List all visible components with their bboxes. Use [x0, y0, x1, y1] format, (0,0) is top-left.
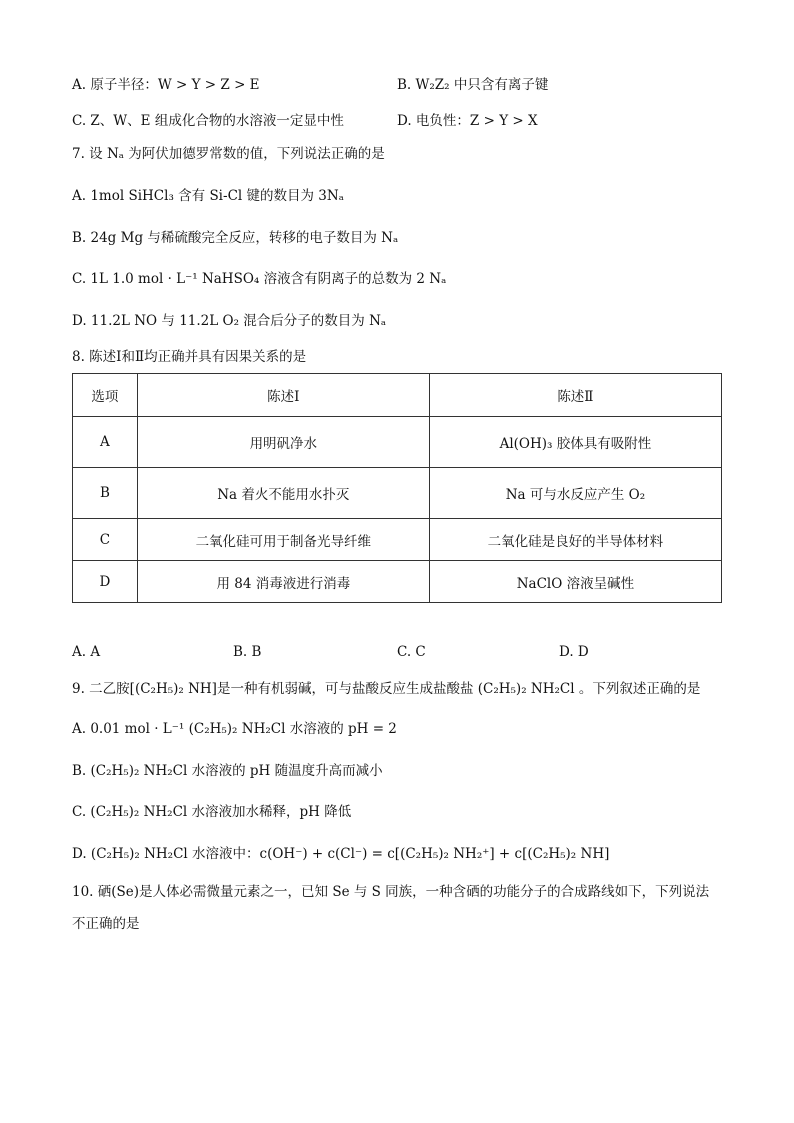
- q9-option-a: A. 0.01 mol · L⁻¹ (C₂H₅)₂ NH₂Cl 水溶液的 pH = 2: [72, 721, 397, 737]
- table-cell: NaClO 溶液呈碱性: [429, 561, 721, 603]
- q8-option-b: B. B: [233, 644, 262, 660]
- table-cell: 二氧化硅可用于制备光导纤维: [137, 519, 429, 561]
- q6-option-a: A. 原子半径：W > Y > Z > E: [72, 77, 260, 93]
- q9-stem: 9. 二乙胺[(C₂H₅)₂ NH]是一种有机弱碱，可与盐酸反应生成盐酸盐 (C₂H₅)₂ NH₂Cl 。下列叙述正确的是: [72, 681, 701, 697]
- q6-options-row2: [72, 109, 732, 127]
- q7-stem: 7. 设 Nₐ 为阿伏加德罗常数的值，下列说法正确的是: [72, 146, 385, 162]
- table-cell: Na 着火不能用水扑灭: [137, 468, 429, 519]
- q6-option-d: D. 电负性：Z > Y > X: [397, 113, 538, 129]
- table-cell: 用 84 消毒液进行消毒: [137, 561, 429, 603]
- q9-option-b: B. (C₂H₅)₂ NH₂Cl 水溶液的 pH 随温度升高而减小: [72, 763, 383, 779]
- q10-stem-line1: 10. 硒(Se)是人体必需微量元素之一，已知 Se 与 S 同族，一种含硒的功能分子的合成路线如下，下列说法: [72, 884, 710, 900]
- q8-options-row: [72, 644, 732, 662]
- q8-option-d: D. D: [559, 644, 589, 660]
- table-cell: B: [73, 468, 138, 519]
- q6-option-c: C. Z、W、E 组成化合物的水溶液一定显中性: [72, 113, 344, 129]
- table-cell: Al(OH)₃ 胶体具有吸附性: [429, 417, 721, 468]
- table-header-statement-1: 陈述Ⅰ: [137, 374, 429, 417]
- q10-stem-line2: 不正确的是: [72, 916, 140, 932]
- q8-table: [72, 373, 722, 603]
- q7-option-c: C. 1L 1.0 mol · L⁻¹ NaHSO₄ 溶液含有阴离子的总数为 2 Nₐ: [72, 271, 447, 287]
- q6-options-row1: [72, 73, 732, 91]
- table-cell: 二氧化硅是良好的半导体材料: [429, 519, 721, 561]
- q8-option-a: A. A: [72, 644, 101, 660]
- table-cell: C: [73, 519, 138, 561]
- table-header-option: 选项: [73, 374, 138, 417]
- table-row: [73, 468, 722, 519]
- q7-option-a: A. 1mol SiHCl₃ 含有 Si-Cl 键的数目为 3Nₐ: [72, 188, 344, 204]
- table-row: [73, 519, 722, 561]
- table-row: [73, 417, 722, 468]
- q9-option-c: C. (C₂H₅)₂ NH₂Cl 水溶液加水稀释，pH 降低: [72, 804, 352, 820]
- q6-option-b: B. W₂Z₂ 中只含有离子键: [397, 77, 549, 93]
- table-cell: 用明矾净水: [137, 417, 429, 468]
- table-cell: D: [73, 561, 138, 603]
- q9-option-d: D. (C₂H₅)₂ NH₂Cl 水溶液中：c(OH⁻) + c(Cl⁻) = c[(C₂H₅)₂ NH₂⁺] + c[(C₂H₅)₂ NH]: [72, 846, 610, 862]
- q7-option-b: B. 24g Mg 与稀硫酸完全反应，转移的电子数目为 Nₐ: [72, 230, 399, 246]
- q8-stem: 8. 陈述Ⅰ和Ⅱ均正确并具有因果关系的是: [72, 349, 307, 365]
- table-cell: Na 可与水反应产生 O₂: [429, 468, 721, 519]
- table-cell: A: [73, 417, 138, 468]
- q7-option-d: D. 11.2L NO 与 11.2L O₂ 混合后分子的数目为 Nₐ: [72, 313, 387, 329]
- table-row: [73, 561, 722, 603]
- table-header-statement-2: 陈述Ⅱ: [429, 374, 721, 417]
- q8-option-c: C. C: [397, 644, 426, 660]
- table-header-row: [73, 374, 722, 417]
